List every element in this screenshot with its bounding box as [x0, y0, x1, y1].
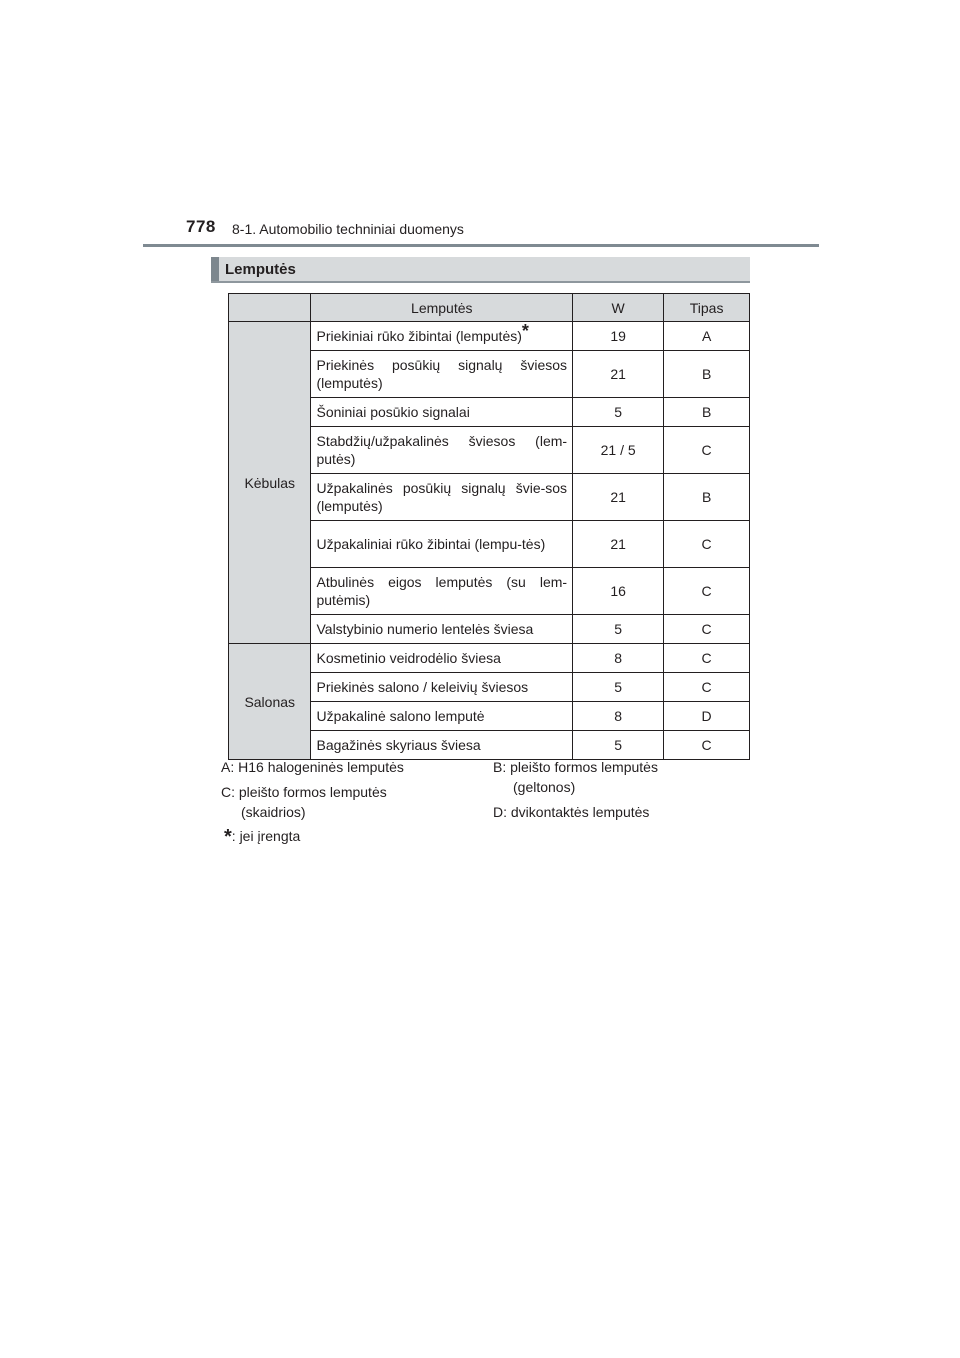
bulb-name: Valstybinio numerio lentelės šviesa: [311, 615, 573, 644]
legend-b-line1: B: pleišto formos lemputės: [493, 759, 658, 775]
bulb-name: Bagažinės skyriaus šviesa: [311, 731, 573, 760]
bulb-watts: 19: [573, 322, 664, 351]
legend-c-line1: C: pleišto formos lemputės: [221, 784, 387, 800]
bulb-type: B: [664, 474, 750, 521]
bulb-type: C: [664, 568, 750, 615]
footnote-asterisk: *: [224, 826, 232, 848]
bulb-name: Užpakalinė salono lemputė: [311, 702, 573, 731]
bulb-name: Šoniniai posūkio signalai: [311, 398, 573, 427]
section-title: Lemputės: [225, 261, 296, 278]
bulb-watts: 21 / 5: [573, 427, 664, 474]
page-number: 778: [186, 217, 216, 236]
bulb-watts: 21: [573, 351, 664, 398]
header-bulbs: Lemputės: [311, 294, 573, 322]
header-empty-cell: [229, 294, 311, 322]
bulb-watts: 5: [573, 615, 664, 644]
bulb-type: D: [664, 702, 750, 731]
bulb-name: Užpakaliniai rūko žibintai (lempu-tės): [311, 521, 573, 568]
bulb-name: [311, 322, 573, 351]
bulb-type: C: [664, 673, 750, 702]
bulb-type: C: [664, 521, 750, 568]
legend-b-line2: (geltonos): [513, 779, 576, 795]
bulb-type: C: [664, 731, 750, 760]
bulb-watts: 21: [573, 474, 664, 521]
bulb-watts: 5: [573, 731, 664, 760]
header-rule: [143, 244, 819, 247]
bulb-name: Kosmetinio veidrodėlio šviesa: [311, 644, 573, 673]
chapter-title: 8-1. Automobilio techniniai duomenys: [232, 221, 464, 237]
bulb-watts: 5: [573, 398, 664, 427]
bulb-name: Atbulinės eigos lemputės (su lem-putėmis): [311, 568, 573, 615]
bulb-name: Užpakalinės posūkių signalų švie-sos (lemputės): [311, 474, 573, 521]
group-label-body: Kėbulas: [229, 322, 311, 644]
bulb-type: C: [664, 615, 750, 644]
bulb-name: Priekinės posūkių signalų šviesos (lemputės): [311, 351, 573, 398]
table-row: [229, 644, 750, 673]
bulb-name-text: Priekiniai rūko žibintai (lemputės): [316, 328, 522, 344]
table-row: [229, 322, 750, 351]
footnote: [224, 826, 300, 847]
bulb-watts: 16: [573, 568, 664, 615]
bulb-name: Stabdžių/užpakalinės šviesos (lem-putės): [311, 427, 573, 474]
section-heading-bar: [211, 257, 750, 283]
legend-a: A: H16 halogeninės lemputės: [221, 759, 404, 775]
bulb-type: C: [664, 644, 750, 673]
bulb-type: B: [664, 351, 750, 398]
footnote-text: : jei įrengta: [231, 828, 301, 844]
bulb-type: A: [664, 322, 750, 351]
header-watts: W: [573, 294, 664, 322]
bulb-type: B: [664, 398, 750, 427]
bulb-watts: 8: [573, 644, 664, 673]
bulb-name: Priekinės salono / keleivių šviesos: [311, 673, 573, 702]
group-label-interior: Salonas: [229, 644, 311, 760]
section-accent: [211, 257, 219, 281]
legend-b: [493, 757, 658, 797]
table-header-row: [229, 294, 750, 322]
bulb-watts: 5: [573, 673, 664, 702]
bulb-type: C: [664, 427, 750, 474]
footnote-marker: *: [521, 321, 529, 341]
bulb-watts: 8: [573, 702, 664, 731]
bulb-watts: 21: [573, 521, 664, 568]
legend-c: [221, 782, 387, 822]
bulb-spec-table: [228, 293, 750, 760]
legend-c-line2: (skaidrios): [241, 804, 306, 820]
legend-d: D: dvikontaktės lemputės: [493, 804, 650, 820]
header-type: Tipas: [664, 294, 750, 322]
